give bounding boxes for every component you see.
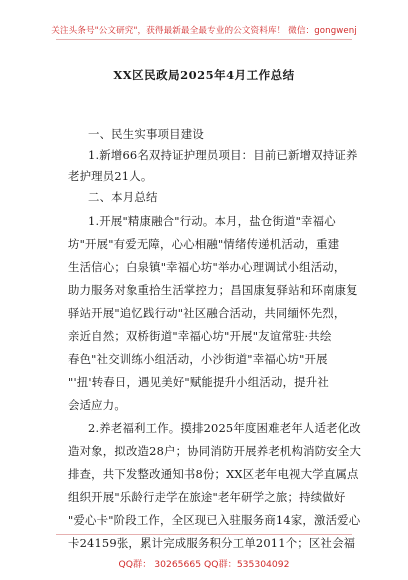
body-line: 亲近自然；双桥街道"幸福心坊"开展"友谊常驻·共绘 xyxy=(68,329,332,343)
header-banner: 关注头条号"公文研究"，获得最新最全最专业的公文资料库！ 微信：gongwenj xyxy=(51,26,357,36)
body-line: 春色"社交训练小组活动，小沙街道"幸福心坊"开展 xyxy=(68,352,328,366)
body-line: 坊"开展"有爱无障，心心相融"情绪传递机活动，重建 xyxy=(68,237,340,251)
section-heading: 二、本月总结 xyxy=(88,190,158,204)
body-line: 排查，共下发整改通知书8份；XX区老年电视大学直属点 xyxy=(68,467,359,481)
header-divider xyxy=(56,39,352,40)
body-line: "爱心卡"阶段工作，全区现已入驻服务商14家，激活爱心 xyxy=(68,513,361,527)
body-line: 老护理员21人。 xyxy=(68,169,153,183)
section-heading: 一、民生实事项目建设 xyxy=(88,127,204,141)
body-line: 生活信心；白泉镇"幸福心坊"举办心理调试小组活动， xyxy=(68,260,346,274)
footer-contact: QQ群： 30265665 QQ群：535304092 xyxy=(118,559,290,570)
body-line: "'扭'转春日，遇见美好"赋能提升小组活动，提升社 xyxy=(68,375,329,389)
body-line: 助力服务对象重拾生活掌控力；昌国康复驿站和环南康复 xyxy=(68,283,358,297)
body-line: 1.开展"精康融合"行动。本月，盐仓街道"幸福心 xyxy=(88,214,336,228)
footer-divider xyxy=(56,534,352,535)
body-line: 驿站开展"追忆践行动"社区融合活动，共同缅怀先烈， xyxy=(68,306,346,320)
body-line: 会适应力。 xyxy=(68,398,126,412)
body-line: 1.新增66名双持证护理员项目：目前已新增双持证养 xyxy=(88,148,358,162)
body-line: 2.养老福利工作。摸排2025年度困难老年人适老化改 xyxy=(88,421,361,435)
body-line: 造对象，拟改造28户；协同消防开展养老机构消防安全大 xyxy=(68,444,362,458)
body-line: 组织开展"乐龄行走学在旅途"老年研学之旅；持续做好 xyxy=(68,490,346,504)
body-line: 卡24159张，累计完成服务积分工单2011个；区社会福 xyxy=(68,536,356,550)
document-title: XX区民政局2025年4月工作总结 xyxy=(113,68,295,82)
